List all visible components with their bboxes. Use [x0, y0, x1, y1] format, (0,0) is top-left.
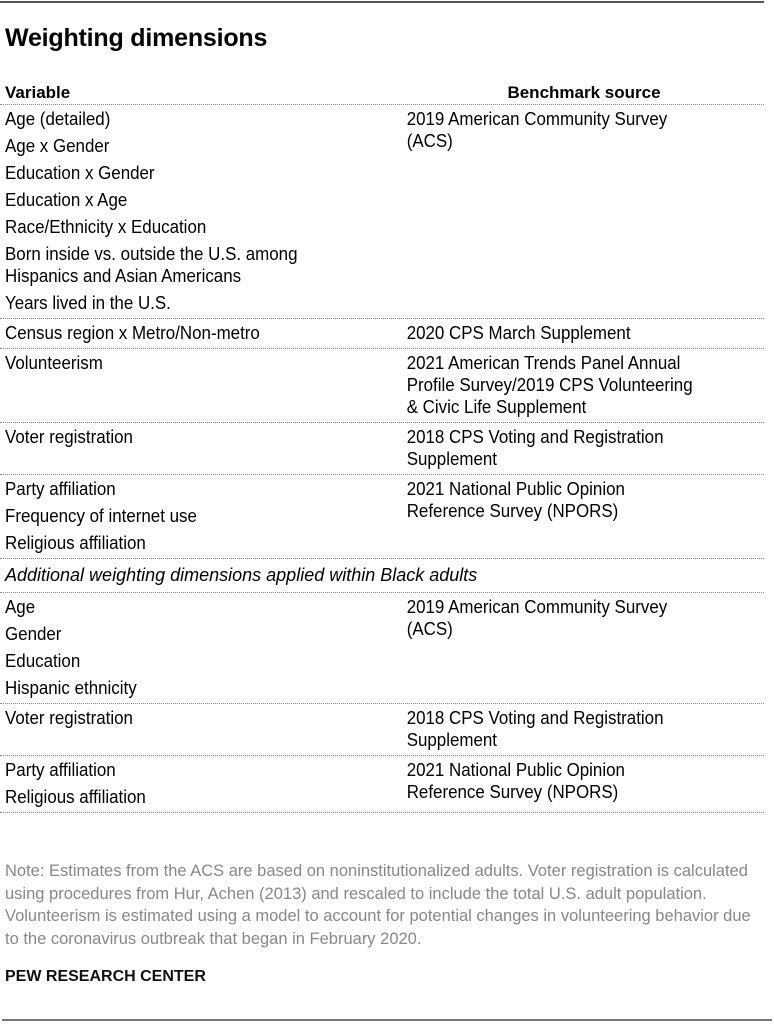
column-header-source: Benchmark source [507, 83, 661, 102]
variable-item: Religious affiliation [5, 533, 146, 553]
general-groups [0, 105, 764, 559]
variable-item: Voter registration [5, 427, 133, 447]
variable-item: Gender [5, 624, 62, 644]
footnote: Note: Estimates from the ACS are based on noninstitutionalized adults. Voter registration is calculated using procedures from Hur, Achen (2013) and rescaled to include the total U.S. adult population. Volunteerism is estimated using a model to account for potential changes in volunteering behavior due to the coronavirus outbreak that began in February 2020. [5, 862, 751, 948]
column-header-variable: Variable [5, 83, 71, 102]
table-row [0, 704, 764, 756]
variable-cell [0, 478, 402, 554]
table-row [0, 756, 764, 813]
variable-item: Voter registration [5, 708, 133, 728]
variable-item: Hispanic ethnicity [5, 678, 137, 698]
brand-credit: PEW RESEARCH CENTER [5, 968, 206, 985]
variable-cell [0, 426, 402, 470]
section-label-black-adults: Additional weighting dimensions applied within Black adults [0, 559, 764, 593]
benchmark-source-cell: 2021 National Public Opinion Reference Survey (NPORS) [406, 479, 625, 521]
variable-item: Race/Ethnicity x Education [5, 217, 207, 237]
benchmark-source-cell: 2020 CPS March Supplement [406, 323, 631, 343]
variable-item: Volunteerism [5, 353, 103, 373]
table-row [0, 319, 764, 349]
top-rule [0, 1, 764, 3]
weighting-table [0, 80, 764, 813]
variable-item: Religious affiliation [5, 787, 146, 807]
table-row [0, 349, 764, 423]
variable-item: Years lived in the U.S. [5, 293, 171, 313]
variable-item: Party affiliation [5, 760, 116, 780]
page-title: Weighting dimensions [5, 24, 268, 52]
black-adult-groups [0, 593, 764, 813]
variable-item: Age x Gender [5, 136, 110, 156]
variable-cell [0, 322, 402, 344]
variable-item: Education x Age [5, 190, 128, 210]
table-row [0, 105, 764, 319]
variable-cell [0, 108, 402, 314]
variable-item: Party affiliation [5, 479, 116, 499]
variable-item: Frequency of internet use [5, 506, 197, 526]
variable-item: Education [5, 651, 81, 671]
benchmark-source-cell: 2018 CPS Voting and Registration Supplement [406, 427, 664, 469]
variable-item: Age [5, 597, 36, 617]
variable-item: Age (detailed) [5, 109, 111, 129]
variable-item: Education x Gender [5, 163, 155, 183]
benchmark-source-cell: 2019 American Community Survey (ACS) [406, 109, 668, 151]
table-row [0, 593, 764, 704]
variable-cell [0, 352, 402, 418]
table-row [0, 475, 764, 559]
benchmark-source-cell: 2019 American Community Survey (ACS) [406, 597, 668, 639]
bottom-rule [2, 1019, 772, 1021]
variable-cell [0, 596, 402, 699]
benchmark-source-cell: 2021 National Public Opinion Reference Survey (NPORS) [406, 760, 625, 802]
benchmark-source-cell: 2021 American Trends Panel Annual Profile Survey/2019 CPS Volunteering & Civic Life Supplement [406, 353, 693, 417]
variable-item: Census region x Metro/Non-metro [5, 323, 260, 343]
variable-item: Born inside vs. outside the U.S. among Hispanics and Asian Americans [5, 244, 298, 286]
table-row [0, 423, 764, 475]
table-header [0, 80, 764, 105]
benchmark-source-cell: 2018 CPS Voting and Registration Supplement [406, 708, 664, 750]
variable-cell [0, 759, 402, 808]
variable-cell [0, 707, 402, 751]
